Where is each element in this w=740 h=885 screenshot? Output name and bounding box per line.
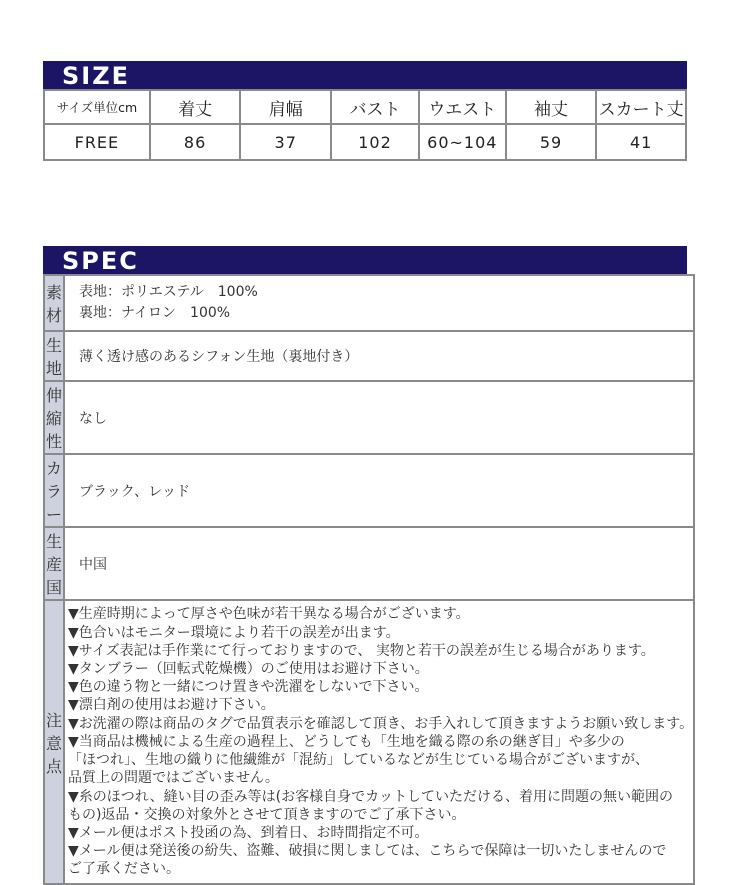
spec-label-material: 素材: [44, 275, 64, 331]
note-line: ご了承ください。: [68, 861, 181, 878]
note-line: ▼漂白剤の使用はお避け下さい。: [68, 697, 275, 714]
size-col-bust: バスト: [331, 90, 419, 124]
size-value-skirt: 41: [596, 124, 686, 160]
note-line: ▼糸のほつれ、縫い目の歪み等は(お客様自身でカットしていただける、着用に問題の無い範囲の: [68, 788, 673, 805]
size-col-shoulder: 肩幅: [240, 90, 331, 124]
size-value-waist: 60~104: [419, 124, 506, 160]
spec-row-stretch: [44, 381, 694, 454]
size-value-free: FREE: [44, 124, 150, 160]
note-line: ▼当商品は機械による生産の過程上、どうしても「生地を織る際の糸の継ぎ目」や多少の: [68, 733, 625, 750]
note-line: ▼お洗濯の際は商品のタグで品質表示を確認して頂き、お手入れして頂きますようお願い致します。: [68, 715, 694, 732]
spec-title: SPEC: [62, 247, 139, 275]
material-lining: 裏地：ナイロン 100%: [79, 305, 231, 321]
size-title: SIZE: [62, 62, 131, 90]
size-value-length: 86: [150, 124, 241, 160]
spec-value-color: ブラック、レッド: [64, 454, 694, 527]
spec-value-stretch: なし: [64, 381, 694, 454]
spec-value-material: [64, 275, 694, 331]
size-col-length: 着丈: [150, 90, 241, 124]
size-section-header: [43, 61, 687, 89]
size-value-sleeve: 59: [506, 124, 597, 160]
note-line: ▼サイズ表記は手作業にて行っておりますので、 実物と若干の誤差が生じる場合があります。: [68, 642, 655, 659]
spec-row-material: [44, 275, 694, 331]
spec-label-color: カラー: [44, 454, 64, 527]
note-line: ▼タンブラー（回転式乾燥機）のご使用はお避け下さい。: [68, 661, 429, 678]
spec-value-fabric: 薄く透け感のあるシフォン生地（裏地付き）: [64, 331, 694, 381]
spec-section-header: [43, 246, 687, 274]
note-line: もの)返品・交換の対象外とさせて頂きますのでご了承下さい。: [68, 806, 466, 823]
size-row: [44, 124, 686, 160]
size-col-sleeve: 袖丈: [506, 90, 597, 124]
spec-label-origin: 生産国: [44, 527, 64, 600]
spec-value-origin: 中国: [64, 527, 694, 600]
note-line: 「ほつれ」、生地の織りに他繊維が「混紡」しているなどが生じている場合がございますが、: [68, 752, 650, 769]
material-outer: 表地：ポリエステル 100%: [79, 284, 258, 300]
spec-label-fabric: 生地: [44, 331, 64, 381]
spec-row-origin: [44, 527, 694, 600]
spec-row-fabric: [44, 331, 694, 381]
size-col-waist: ウエスト: [419, 90, 506, 124]
size-col-unit: サイズ単位cm: [44, 90, 150, 124]
note-line: ▼メール便は発送後の紛失、盗難、破損に関しましては、こちらで保障は一切いたしませんので: [68, 843, 667, 860]
spec-label-stretch: 伸縮性: [44, 381, 64, 454]
note-line: ▼生産時期によって厚さや色味が若干異なる場合がございます。: [68, 606, 470, 623]
size-value-bust: 102: [331, 124, 419, 160]
note-line: ▼色の違う物と一緒につけ置きや洗濯をしないで下さい。: [68, 679, 429, 696]
size-header-row: [44, 90, 686, 124]
size-value-shoulder: 37: [240, 124, 331, 160]
spec-row-notes: [44, 600, 694, 884]
note-line: ▼メール便はポスト投函の為、到着日、お時間指定不可。: [68, 824, 429, 841]
spec-value-notes: [64, 600, 694, 884]
note-line: ▼色合いはモニター環境により若干の誤差が出ます。: [68, 624, 400, 641]
size-col-skirt: スカート丈: [596, 90, 686, 124]
spec-table: [43, 274, 695, 885]
spec-row-color: [44, 454, 694, 527]
size-table: [43, 89, 687, 161]
spec-label-notes: 注意点: [44, 600, 64, 884]
note-line: 品質上の問題ではございません。: [68, 770, 279, 787]
